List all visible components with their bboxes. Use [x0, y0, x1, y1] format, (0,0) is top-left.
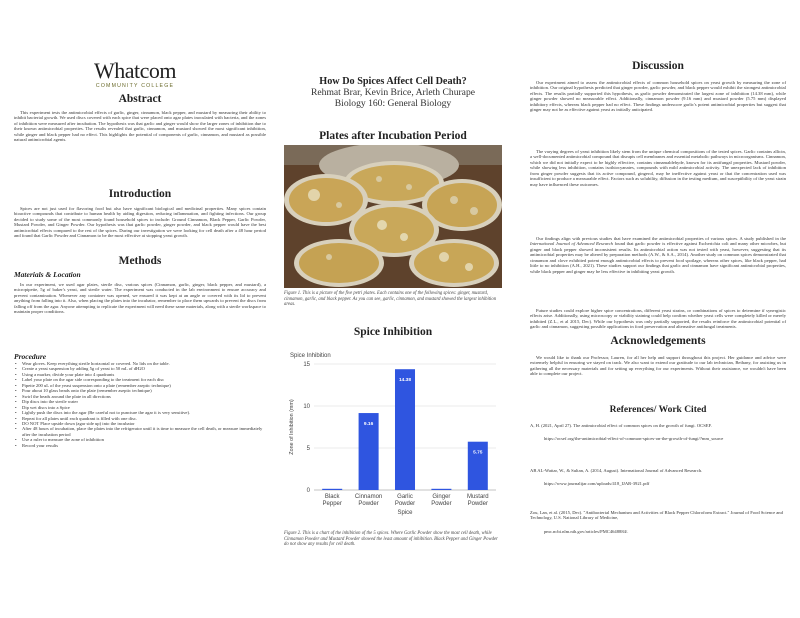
figure2-caption: Figure 2. This is a chart of the inhibition of the 5 spices. Where Garlic Powder show the most cell death, while Cinnamon Powder and Mustard Powder showed the least amount of inhibition. Black Pepper and Ginger Powder do not show any results for cell death. — [284, 531, 498, 548]
chart-x-tick-label: Mustard — [466, 494, 489, 500]
reference-3-url[interactable]: pmc.ncbi.nlm.nih.gov/articles/PMC4648884/. — [544, 528, 629, 534]
poster-title: How Do Spices Affect Cell Death? — [319, 76, 467, 87]
petri-plates-photo — [284, 145, 502, 288]
chart-y-tick-label: 0 — [306, 488, 310, 494]
procedure-step: • Dip wet discs into a Spice — [14, 405, 266, 410]
reference-2 — [530, 468, 786, 487]
plates-heading: Plates after Incubation Period — [319, 130, 467, 142]
chart-x-tick-label: Pepper — [322, 501, 342, 507]
procedure-step: • After 48 hours of incubation, place the plates into the refrigerator until it is time to measure the cell death, or measure immediately after the incubation period — [14, 426, 266, 437]
procedure-step: • Use a ruler to measure the zone of inhibition — [14, 437, 266, 442]
procedure-step: • Swirl the beads around the plate in all directions — [14, 394, 266, 399]
introduction-text: Spices are not just used for flavoring food but also have significant biological and medicinal properties. Many spices contain bioactive compounds that contribute to human health by aiding digestion, reducing inflammation, and fighting infections. Our group decided to study some of the most commonly found household spices to include: Ground Cinnamon, Black Pepper, Garlic Powder, Mustard Powder, and Ginger Powder. Our hypothesis was that garlic powder, ginger powder, and black pepper would have the best antimicrobial effects compared to the rest of the spices. During our investigation we were looking for cell death after a 48 hour period and found that Garlic Powder and Cinnamon to be the most effective at stopping yeast growth. — [14, 206, 266, 239]
chart-bar — [395, 369, 415, 490]
chart-x-tick-label: Cinnamon — [354, 494, 383, 500]
materials-heading: Materials & Location — [14, 270, 81, 279]
discussion-p3-pre: Our findings align with previous studies that have examined the antimicrobial properties of various spices. A study published in the — [536, 236, 786, 241]
chart-data-label: 9.16 — [363, 422, 374, 428]
procedure-step: • Record your results — [14, 443, 266, 448]
procedure-step: • Repeat for all plates until each quadrant is filled with one disc. — [14, 416, 266, 421]
materials-text: In our experiment, we used agar plates, sterile disc, various spices (Cinnamon, garlic, ginger, black pepper, and mustard), a micropipette, 5g of baker's yeast, and sterile water. The experiment was conducted in the lab environment to ensure accuracy and prevent contamination. Whenever any container was opened, we ensured it was kept at an angle or covered with its lid to prevent anything from falling into it. Also, when placing the plates into the incubator, remember to place them upwards to prevent the discs from falling off from the agar. Anyone attempting to replicate the experiment will need these same materials, along with a sterile workspace to maintain proper conditions. — [14, 282, 266, 315]
discussion-p1: Our experiment aimed to assess the antimicrobial effects of common household spices on yeast growth by measuring the zone of inhibition. Our original hypothesis predicted that ginger powder, garlic powder, and black pepper would exhibit the strongest antimicrobial effects. The results partially supported this hypothesis, as garlic powder demonstrated the largest zone of inhibition (14.38 mm), while ginger powder showed no measurable effect. Additionally, cinnamon powder (9.16 mm) and mustard powder (5.75 mm) displayed inhibitory effects, whereas black pepper had no effect. These findings underscore garlic's potent antimicrobial properties but suggest that ginger may not be as effective against yeast as initially anticipated. — [530, 80, 786, 113]
procedure-heading: Procedure — [14, 352, 47, 361]
figure1-caption: Figure 1. This is a picture of the five petri plates. Each contains one of the following spices: ginger, mustard, cinnamon, garlic, and black pepper. As you can see, garlic, cinnamon, and mustard showed the largest inhibition areas. — [284, 291, 497, 308]
inhibition-chart-svg — [284, 350, 502, 518]
reference-3 — [530, 510, 786, 534]
poster-authors: Rehmat Brar, Kevin Brice, Arleth Churape — [311, 87, 475, 98]
reference-1-url[interactable]: https://ocsef.org/the-antimicrobial-effect-of-common-spices-on-the-growth-of-fungi/?mm_source — [544, 436, 724, 442]
procedure-step: • Pour about 10 glass beads onto the plate (remember aseptic technique) — [14, 388, 266, 393]
chart-x-tick-label: Powder — [394, 501, 416, 507]
chart-y-tick-label: 15 — [303, 362, 310, 368]
procedure-step: • Using a marker, divide your plate into 4 quadrants — [14, 372, 266, 377]
methods-heading: Methods — [118, 255, 162, 267]
chart-title: Spice Inhibition — [290, 353, 331, 359]
reference-3-text: Zou, Lan, et al. (2015, Dec). "Antibacterial Mechanism and Activities of Black Pepper Chloroform Extract." Journal of Food Science and Technology, U.S. National Library of Medicine, — [530, 510, 783, 521]
procedure-step: • DO NOT Place upside down (agar side up) into the incubator — [14, 421, 266, 426]
chart-x-tick-label: Black — [324, 494, 340, 500]
introduction-heading: Introduction — [108, 188, 172, 200]
reference-2-url[interactable]: https://www.journalijar.com/uploads/418_IJAR-3921.pdf — [544, 481, 650, 487]
inhibition-chart — [284, 350, 502, 518]
chart-bar — [468, 442, 488, 490]
chart-bar — [431, 489, 451, 490]
acknowledgements-heading: Acknowledgements — [610, 335, 706, 347]
inhibition-heading: Spice Inhibition — [353, 326, 433, 338]
reference-1 — [530, 423, 786, 442]
procedure-step: • Dip discs into the sterile water — [14, 399, 266, 404]
references-heading: References/ Work Cited — [609, 405, 707, 415]
chart-data-label: 14.38 — [398, 378, 412, 384]
discussion-p3-post: found that garlic powder is effective against Escherichia coli and many other microbes, but ginger and black pepper showed inconsistent results. Its antimicrobial action was not tested with yeast, however, suggesting that its antimicrobial properties may be altered by preparation methods (A.W., & S.A., 2014). Another study on common spices demonstrated that cinnamon and clove exhibited potent enough antimicrobial effects to prevent food spoilage, whereas other spices, like black pepper, had little to no inhibition (A.H., 2021). These studies support our findings that garlic and cinnamon have significant antimicrobial properties, while black pepper and ginger may be less effective in inhibiting yeast growth. — [530, 241, 786, 274]
chart-y-tick-label: 5 — [306, 446, 310, 452]
poster-course: Biology 160: General Biology — [334, 98, 452, 109]
chart-y-tick-label: 10 — [303, 404, 310, 410]
procedure-step: • Lightly push the discs into the agar (Be careful not to puncture the agar it is very sensitive). — [14, 410, 266, 415]
chart-x-tick-label: Garlic — [397, 494, 413, 500]
chart-x-tick-label: Powder — [431, 501, 452, 507]
discussion-p4: Future studies could explore higher spice concentrations, different yeast strains, or combinations of spices to determine if synergistic effects arise. Additionally, using microscopy or viability staining could help confirm whether yeast cells were completely killed or merely inhibited (Z.L., et al 2015, Dec). While our hypothesis was only partially supported, the results reinforce the antimicrobial potential of garlic and cinnamon, suggesting possible applications in food preservation and alternative antifungal treatments. — [530, 308, 786, 330]
abstract-text: This experiment tests the antimicrobial effects of garlic, ginger, cinnamon, black pepper, and mustard by measuring their ability to inhibit bacterial growth. We used discs covered with each spice that were placed onto agar plates inoculated with bacteria, and the zones of inhibition were measured after incubation. The hypothesis was that garlic and ginger would show the larger zones of inhibition due to their known antimicrobial properties. The results revealed that garlic, cinnamon, and mustard showed the most significant inhibition, while ginger and black pepper had no effect. This highlights the potential of components of garlic, cinnamon, and mustard as possible natural antimicrobial agents. — [14, 110, 266, 143]
discussion-heading: Discussion — [632, 60, 684, 72]
discussion-p2: The varying degrees of yeast inhibition likely stem from the unique chemical compositions of the tested spices. Garlic contains allicin, a well-documented antimicrobial compound that disrupts cell membranes and essential metabolic pathways in microorganisms. Cinnamon, which we did not initially expect to be highly effective, contains cinnamaldehyde, known for its antifungal properties. Mustard powder, while showing less inhibition, contains isothiocyanates, compounds with mild antimicrobial activity. The unexpected lack of inhibition from ginger powder suggests that its active compound, gingerol, may be ineffective against yeast or that the concentration used was insufficient to produce a measurable effect. Factors such as solubility, diffusion in the testing medium, and susceptibility of the yeast strain may have influenced these outcomes. — [530, 149, 786, 187]
college-logo — [80, 60, 190, 89]
logo-subtitle: COMMUNITY COLLEGE — [95, 83, 175, 89]
procedure-step: • Wear gloves. Keep everything sterile horizontal or covered. No lids on the table. — [14, 361, 266, 366]
procedure-step: • Create a yeast suspension by adding 5g of yeast to 50 mL of dH2O — [14, 366, 266, 371]
chart-x-tick-label: Ginger — [432, 494, 451, 500]
reference-1-text: A, H. (2021, April 27). The antimicrobial effect of common spices on the growth of fungi. OCSEF. — [530, 423, 712, 428]
abstract-heading: Abstract — [118, 93, 162, 105]
reference-2-text: AB AL-Wattar, W., & Sultan, A. (2014, August). International Journal of Advanced Research. — [530, 468, 703, 473]
procedure-step: • Label your plate on the agar side corresponding to the treatment for each disc — [14, 377, 266, 382]
procedure-list — [14, 361, 266, 448]
discussion-p3-journal: International Journal of Advanced Research — [530, 241, 613, 247]
chart-x-tick-label: Powder — [467, 501, 488, 507]
procedure-step: • Pipette 200 uL of the yeast suspension onto a plate (remember aseptic technique) — [14, 383, 266, 388]
chart-data-label: 5.75 — [473, 450, 483, 456]
acknowledgements-text: We would like to thank our Professor, Lauren, for all her help and support throughout this project. Her guidance and advice were extremely helpful in ensuring we stayed on track. We also want to extend our gratitude to our lab technician, Bethany, for assisting us in gathering all the necessary materials and for setting up everything for our experiments. Without their assistance, we wouldn't have been able to complete our project. — [530, 355, 786, 377]
chart-x-tick-label: Powder — [358, 501, 379, 507]
chart-x-axis-label: Spice — [397, 510, 413, 516]
logo-name: Whatcom — [93, 58, 177, 83]
discussion-p3 — [530, 236, 786, 274]
chart-y-axis-label: Zone of Inhibition (mm) — [289, 399, 295, 455]
chart-bar — [322, 489, 342, 490]
